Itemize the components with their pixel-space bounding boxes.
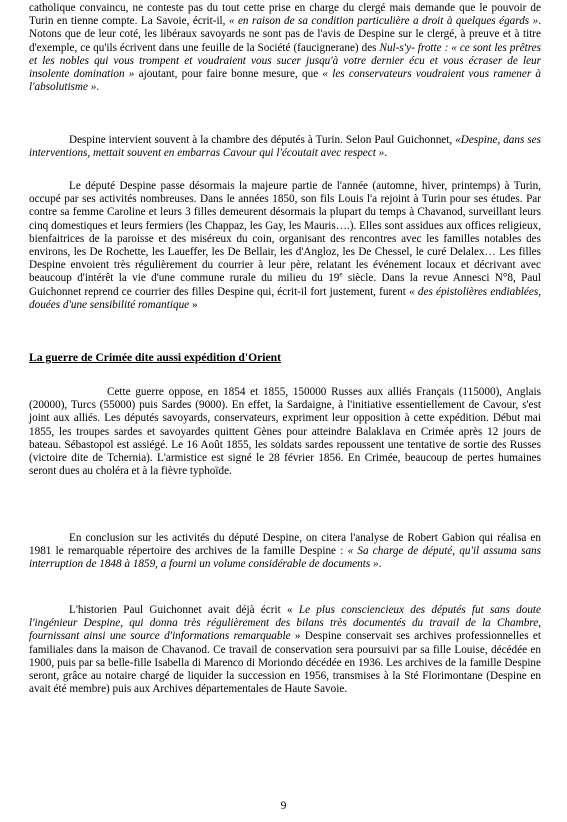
text-run: . [378,558,382,571]
text-run: Cette guerre oppose, en 1854 et 1855, 150000 Russes aux alliés Français (115000), Anglais (20000), Turcs (55000) puis Sardes (9000). En effet, la Sardaigne, à l'initiative essentiellement de Cavour, s'est joint aux alliés. Les députés savoyards, conservateurs, expriment leur opposition à cette expédition. Début mai 1855, les troupes sardes et savoyardes quittent Gènes pour atteindre Balaklava en Crimée après 12 jours de bateau. Sébastopol est assiégé. Le 16 Août 1855, les soldats sardes repoussent une tentative de sortie des Russes (victoire dite de Tchernia). L'armistice est signé le 28 février 1856. En Crimée, beaucoup de pertes humaines seront dues au choléra et à la fièvre typhoïde. [29,386,541,478]
quote-historien: Le plus consciencieux des députés fut sans doute l'ingénieur Despine, qui donna très régulièrement des bilans très documentés du travail de la Chambre, fournissant ainsi une source d'informations remarquable [29,604,541,643]
text-run: Despine intervient souvent à la chambre des députés à Turin. Selon Paul Guichonnet, [69,134,456,146]
paragraph-chambre [29,134,541,160]
text-run: siècle. Dans la revue Annesci N°8, Paul Guichonnet reprend ce courrier des filles Despine qui, écrit-il fort justement, furent [29,272,541,298]
quote-liberaux: : « ce sont les prêtres et les nobles qui vous trompent et voudraient vous sucer jusqu'à votre dernier écu et vous écraser de leur insolente domination » [29,41,541,81]
text-run: catholique convaincu, ne conteste pas du tout cette prise en charge du clergé mais demande que le pouvoir de Turin en tienne compte. La Savoie, écrit-il, [29,2,541,28]
text-run: » [189,298,198,311]
paragraph-archives [29,604,541,696]
quote-gabion: « Sa charge de député, qu'il assuma sans interruption de 1848 à 1859, a fourni un volume considérable de documents » [29,545,541,571]
page-number: 9 [280,800,287,812]
text-run: ajoutant, pour faire bonne mesure, que [134,68,323,81]
text-run: . [384,147,388,160]
paragraph-famille [29,180,541,312]
text-run: » Despine conservait ses archives professionnelles et familiales dans la maison de Chavanod. Ce travail de conservation sera poursuivi par sa fille Louise, décédée en 1900, puis par sa belle-fille Isabella di Marenco di Moriondo décédée en 1936. Les archives de la famille Despine seront, grâce au notaire chargé de liquider la succession en 1956, transmises à la Sté Florimontane (Despine en avait été membre) puis aux Archives départementales de Haute Savoie. [29,630,541,696]
text-run: L'historien Paul Guichonnet avait déjà écrit « [69,604,299,616]
quote-savoie: « en raison de sa condition particulière a droit à quelques égards » [228,15,539,28]
text-run: En conclusion sur les activités du député Despine, on citera l'analyse de Robert Gabion qui réalisa en 1981 le remarquable répertoire des archives de la famille Despine : [29,532,541,558]
text-run: Le député Despine passe désormais la majeure partie de l'année (automne, hiver, printemps) à Turin, occupé par ses activités nombreuses. Dans le années 1850, son fils Louis l'a rejoint à Turin pour ses études. Par contre sa femme Caroline et leurs 3 filles demeurent désormais la plupart du temps à Chavanod, surveillant leurs cinq domestiques et leurs fermiers (les Chappaz, les Gay, les Mauris….). Elles sont assidues aux offices religieux, bienfaitrices de la paroisse et des miséreux du coin, organisant des rencontres avec les familles notables des environs, les De Rochette, les Laueffer, les De Bellair, les d'Angloz, les De Chessel, le curé Delalex… Les filles Despine envoient très régulièrement du courrier à leur père, relatant les événement locaux et décrivant avec beaucoup d'intérêt la vie d'une commune rurale du milieu du 19 [29,180,541,285]
superscript: e [339,270,343,279]
newspaper-title: Nul-s'y- frotte [379,41,442,54]
text-run: . [96,81,100,94]
paragraph-clergy [29,2,541,94]
quote-epistolieres: « des épistolières endiablées, douées d'une sensibilité romantique [29,285,541,311]
quote-guichonnet: «Despine, dans ses interventions, mettait souvent en embarras Cavour qui l'écoutait avec respect » [29,134,542,160]
text-run: . Notons que de leur coté, les libéraux savoyards ne sont pas de l'avis de Despine sur le clergé, à preuve et à titre d'exemple, ce qu'ils écrivent dans une feuille de la Société (faucignerane) des [29,15,541,54]
section-heading: La guerre de Crimée dite aussi expédition d'Orient [29,351,281,364]
paragraph-conclusion [29,532,541,572]
paragraph-crimee [29,386,541,478]
quote-conservateurs: « les conservateurs voudraient vous ramener à l'absolutisme » [29,68,542,94]
